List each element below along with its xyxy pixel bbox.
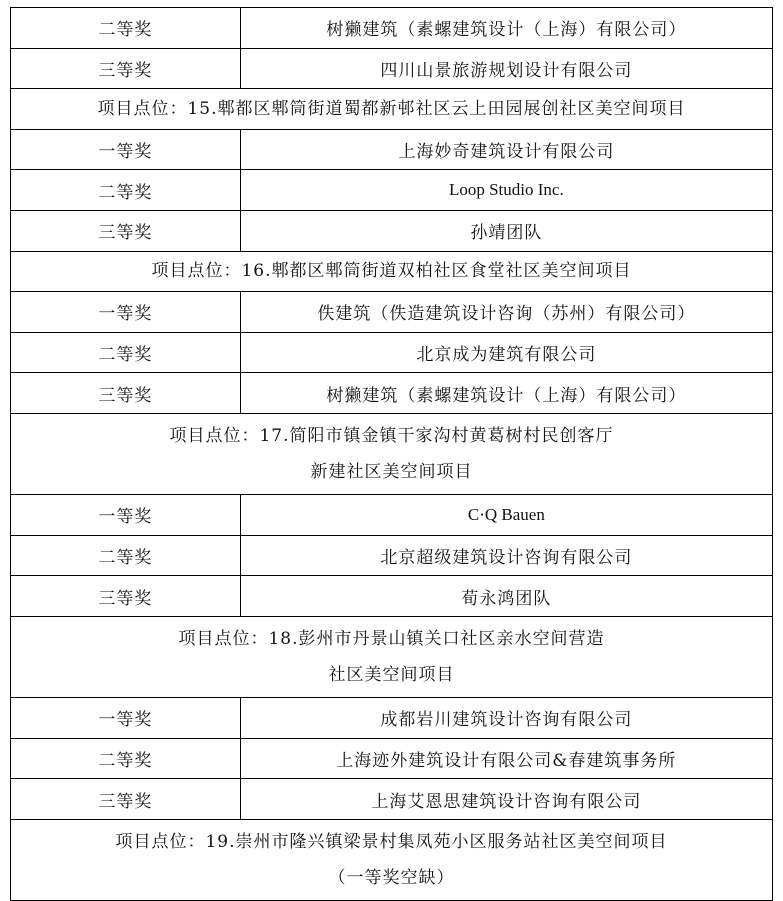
project-location bbox=[11, 617, 773, 697]
award-rank: 二等奖 bbox=[11, 739, 241, 779]
award-winner: 荀永鸿团队 bbox=[241, 576, 773, 616]
project-row bbox=[11, 414, 773, 495]
award-row bbox=[11, 130, 773, 171]
award-winner: 上海艾恩思建筑设计咨询有限公司 bbox=[241, 779, 773, 819]
award-rank: 三等奖 bbox=[11, 373, 241, 413]
award-row bbox=[11, 495, 773, 536]
award-winner: 成都岩川建筑设计咨询有限公司 bbox=[241, 698, 773, 738]
awards-table bbox=[10, 7, 773, 901]
award-row bbox=[11, 779, 773, 820]
award-rank: 一等奖 bbox=[11, 292, 241, 332]
award-row bbox=[11, 211, 773, 252]
award-rank: 三等奖 bbox=[11, 49, 241, 89]
project-location-line: 项目点位：17.简阳市镇金镇干家沟村黄葛树村民创客厅 bbox=[169, 426, 614, 447]
award-winner: 树獭建筑（素螺建筑设计（上海）有限公司） bbox=[241, 8, 773, 48]
award-winner: 上海迹外建筑设计有限公司&春建筑事务所 bbox=[241, 739, 773, 779]
project-location-line: 新建社区美空间项目 bbox=[310, 462, 473, 483]
award-winner: C·Q Bauen bbox=[241, 495, 773, 535]
award-row bbox=[11, 8, 773, 49]
award-rank: 二等奖 bbox=[11, 170, 241, 210]
award-winner: 孙靖团队 bbox=[241, 211, 773, 251]
project-location bbox=[11, 414, 773, 494]
project-location-line: 项目点位：15.郫都区郫筒街道蜀都新邨社区云上田园展创社区美空间项目 bbox=[97, 98, 686, 119]
award-rank: 一等奖 bbox=[11, 130, 241, 170]
award-rank: 三等奖 bbox=[11, 211, 241, 251]
award-row bbox=[11, 333, 773, 374]
project-location-line: 社区美空间项目 bbox=[328, 665, 455, 685]
award-row bbox=[11, 170, 773, 211]
award-rank: 二等奖 bbox=[11, 8, 241, 48]
project-location-line: 项目点位：18.彭州市丹景山镇关口社区亲水空间营造 bbox=[178, 629, 605, 649]
award-winner: Loop Studio Inc. bbox=[241, 170, 773, 210]
project-location-line: 项目点位：19.崇州市隆兴镇梁景村集凤苑小区服务站社区美空间项目 bbox=[115, 831, 668, 852]
award-row bbox=[11, 698, 773, 739]
project-location bbox=[11, 820, 773, 900]
award-rank: 二等奖 bbox=[11, 536, 241, 576]
award-rank: 一等奖 bbox=[11, 495, 241, 535]
project-row bbox=[11, 252, 773, 293]
award-row bbox=[11, 576, 773, 617]
award-winner: 四川山景旅游规划设计有限公司 bbox=[241, 49, 773, 89]
award-winner: 佚建筑（佚造建筑设计咨询（苏州）有限公司） bbox=[241, 292, 773, 332]
award-winner: 北京超级建筑设计咨询有限公司 bbox=[241, 536, 773, 576]
award-rank: 一等奖 bbox=[11, 698, 241, 738]
award-rank: 三等奖 bbox=[11, 576, 241, 616]
award-rank: 三等奖 bbox=[11, 779, 241, 819]
award-row bbox=[11, 739, 773, 780]
project-row bbox=[11, 617, 773, 698]
project-location-line: （一等奖空缺） bbox=[328, 867, 455, 888]
project-row bbox=[11, 89, 773, 130]
award-winner: 北京成为建筑有限公司 bbox=[241, 333, 773, 373]
award-winner: 上海妙奇建筑设计有限公司 bbox=[241, 130, 773, 170]
award-row bbox=[11, 536, 773, 577]
award-winner: 树獭建筑（素螺建筑设计（上海）有限公司） bbox=[241, 373, 773, 413]
project-row bbox=[11, 820, 773, 901]
award-row bbox=[11, 292, 773, 333]
award-row bbox=[11, 49, 773, 90]
project-location-line: 项目点位：16.郫都区郫筒街道双柏社区食堂社区美空间项目 bbox=[151, 261, 632, 282]
award-row bbox=[11, 373, 773, 414]
award-rank: 二等奖 bbox=[11, 333, 241, 373]
project-location bbox=[11, 89, 773, 129]
project-location bbox=[11, 252, 773, 292]
